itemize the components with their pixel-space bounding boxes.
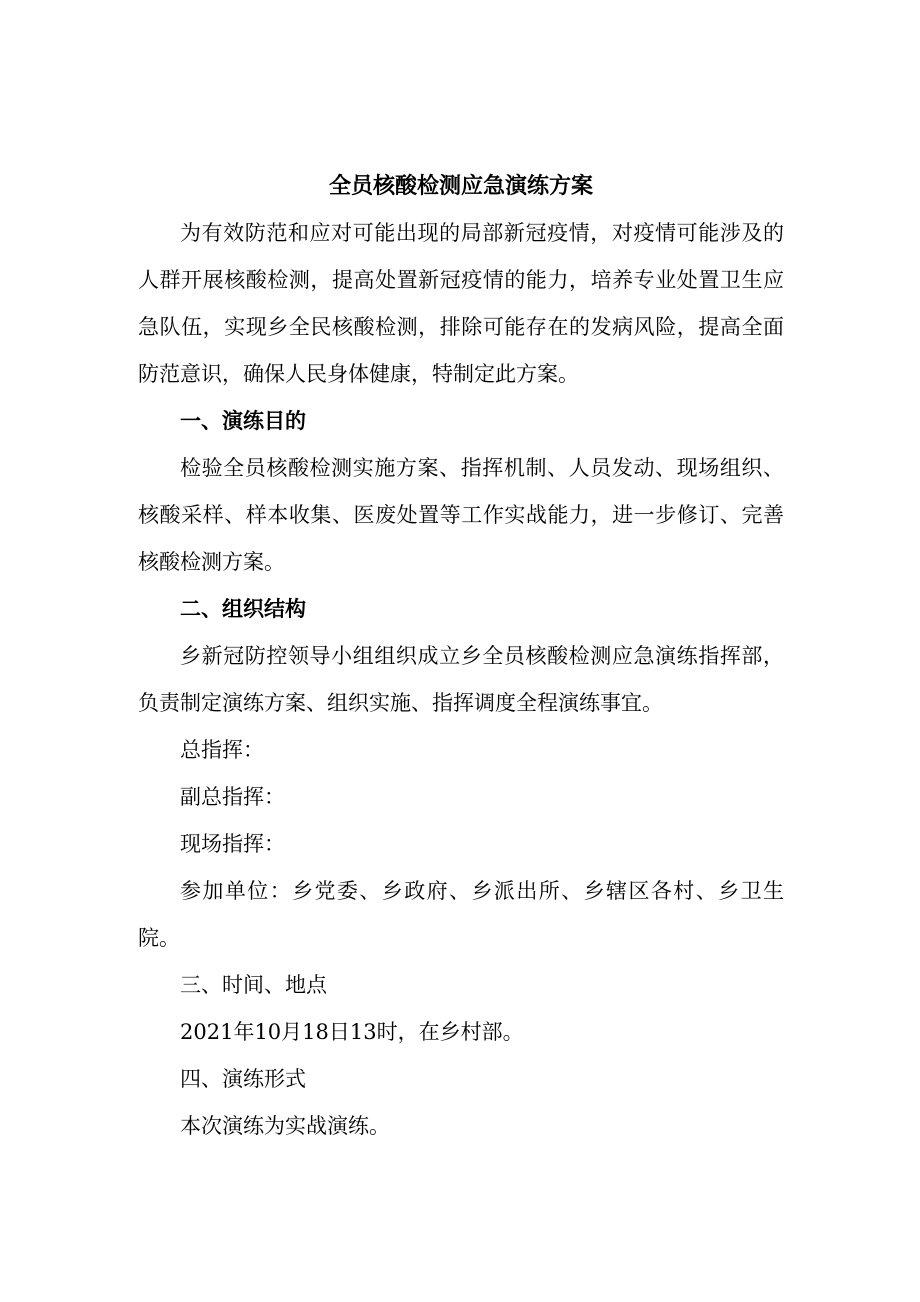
time-place-paragraph: 2021年10月18日13时，在乡村部。 bbox=[180, 1020, 524, 1044]
document-body bbox=[138, 163, 784, 1150]
section-heading-purpose: 一、演练目的 bbox=[180, 409, 306, 433]
section-heading-time-place: 三、时间、地点 bbox=[180, 973, 327, 997]
purpose-paragraph: 检验全员核酸检测实施方案、指挥机制、人员发动、现场组织、核酸采样、样本收集、医废处置等工作实战能力，进一步修订、完善核酸检测方案。 bbox=[138, 456, 784, 574]
section-heading-organization: 二、组织结构 bbox=[180, 597, 306, 621]
form-paragraph: 本次演练为实战演练。 bbox=[180, 1114, 390, 1138]
intro-paragraph: 为有效防范和应对可能出现的局部新冠疫情，对疫情可能涉及的人群开展核酸检测，提高处置新冠疫情的能力，培养专业处置卫生应急队伍，实现乡全民核酸检测，排除可能存在的发病风险，提高全面防范意识，确保人民身体健康，特制定此方案。 bbox=[138, 221, 784, 386]
chief-commander-line: 总指挥： bbox=[180, 738, 264, 762]
field-commander-line: 现场指挥： bbox=[180, 832, 285, 856]
document-title: 全员核酸检测应急演练方案 bbox=[328, 174, 593, 199]
deputy-commander-line: 副总指挥： bbox=[180, 785, 285, 809]
participants-paragraph: 参加单位：乡党委、乡政府、乡派出所、乡辖区各村、乡卫生院。 bbox=[138, 879, 784, 950]
organization-paragraph: 乡新冠防控领导小组组织成立乡全员核酸检测应急演练指挥部，负责制定演练方案、组织实施、指挥调度全程演练事宜。 bbox=[138, 644, 784, 715]
section-heading-form: 四、演练形式 bbox=[180, 1067, 306, 1091]
